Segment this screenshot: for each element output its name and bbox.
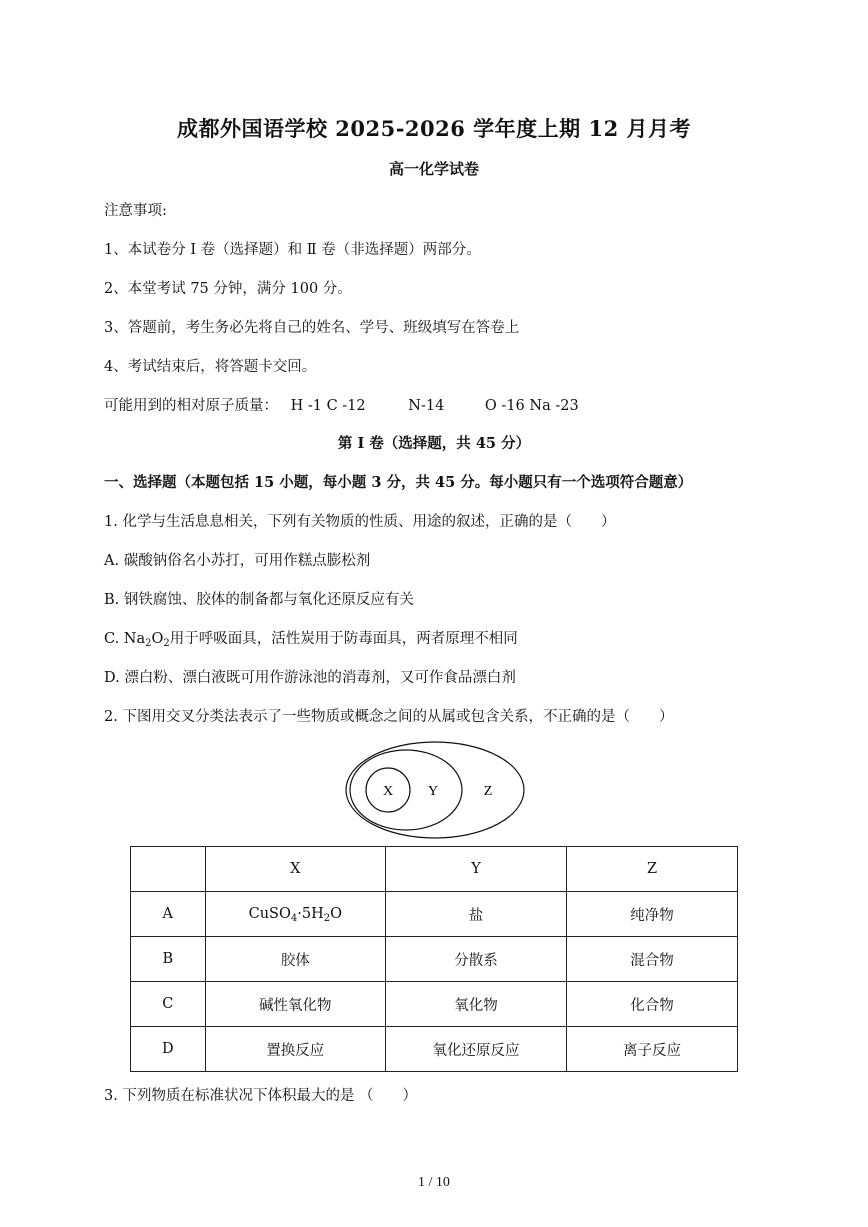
- q3-stem: 3. 下列物质在标准状况下体积最大的是 （ ）: [104, 1088, 418, 1104]
- q1-option-a: A. 碳酸钠俗名小苏打，可用作糕点膨松剂: [104, 553, 371, 569]
- q1-c-rest: 用于呼吸面具，活性炭用于防毒面具，两者原理不相同: [169, 631, 518, 647]
- note-item-1: 1、本试卷分 Ⅰ 卷（选择题）和 Ⅱ 卷（非选择题）两部分。: [104, 242, 481, 258]
- table-cell-z: 混合物: [566, 937, 737, 982]
- table-cell-option: B: [131, 937, 206, 982]
- table-header-cell: Y: [386, 847, 567, 892]
- table-header-row: [131, 847, 738, 892]
- q2-stem: 2. 下图用交叉分类法表示了一些物质或概念之间的从属或包含关系，不正确的是（ ）: [104, 709, 674, 725]
- atomic-mass-group-2: N-14: [408, 398, 445, 414]
- diagram-label-x: X: [382, 784, 394, 799]
- table-cell-y: 氧化物: [386, 982, 567, 1027]
- q1-c-prefix: C. Na: [104, 631, 146, 647]
- q1-c-sub1: 2: [145, 638, 152, 649]
- table-row: [131, 982, 738, 1027]
- atomic-masses-line: [104, 394, 579, 415]
- table-cell-x: 置换反应: [205, 1027, 385, 1072]
- exam-subtitle: 高一化学试卷: [388, 160, 479, 178]
- atomic-mass-group-1: H -1 C -12: [290, 398, 366, 414]
- table-cell-z: 化合物: [566, 982, 737, 1027]
- table-cell-x: 胶体: [205, 937, 385, 982]
- table-cell-z: 纯净物: [566, 892, 737, 937]
- q1-c-mid: O: [151, 631, 164, 647]
- diagram-label-y: Y: [427, 784, 439, 799]
- atomic-masses-label: 可能用到的相对原子质量：: [104, 398, 278, 414]
- nested-ellipse-diagram: [344, 740, 528, 842]
- table-cell-y: 盐: [386, 892, 567, 937]
- q1-option-b: B. 钢铁腐蚀、胶体的制备都与氧化还原反应有关: [104, 592, 414, 608]
- note-item-2: 2、本堂考试 75 分钟，满分 100 分。: [104, 281, 352, 297]
- page-number: 1 / 10: [418, 1175, 450, 1190]
- formula-part: O: [330, 906, 342, 922]
- q1-option-d: D. 漂白粉、漂白液既可用作游泳池的消毒剂，又可作食品漂白剂: [104, 670, 516, 686]
- table-cell-x: [205, 892, 385, 937]
- section-heading: 第 Ⅰ 卷（选择题，共 45 分）: [337, 435, 531, 452]
- note-item-4: 4、考试结束后，将答题卡交回。: [104, 359, 317, 375]
- notes-heading: 注意事项:: [104, 203, 167, 219]
- section-instruction: 一、选择题（本题包括 15 小题，每小题 3 分，共 45 分。每小题只有一个选项符合题意）: [104, 474, 693, 491]
- table-cell-x: 碱性氧化物: [205, 982, 385, 1027]
- note-item-3: 3、答题前，考生务必先将自己的姓名、学号、班级填写在答卷上: [104, 320, 520, 336]
- q1-option-c: [104, 627, 518, 648]
- table-cell-y: 氧化还原反应: [386, 1027, 567, 1072]
- table-row: [131, 1027, 738, 1072]
- table-header-cell: [131, 847, 206, 892]
- diagram-label-z: Z: [483, 784, 493, 799]
- table-row: [131, 892, 738, 937]
- exam-title: 成都外国语学校 2025-2026 学年度上期 12 月月考: [176, 116, 692, 141]
- q2-table: [130, 846, 738, 1072]
- ellipse-y: [350, 750, 462, 830]
- atomic-mass-group-3: O -16 Na -23: [484, 398, 579, 414]
- q1-c-sub2: 2: [163, 638, 170, 649]
- table-header-cell: Z: [566, 847, 737, 892]
- table-row: [131, 937, 738, 982]
- formula-sub: 4: [290, 913, 298, 924]
- table-cell-y: 分散系: [386, 937, 567, 982]
- table-cell-option: D: [131, 1027, 206, 1072]
- table-cell-option: A: [131, 892, 206, 937]
- formula-sub: 2: [323, 913, 331, 924]
- table-cell-option: C: [131, 982, 206, 1027]
- q1-stem: 1. 化学与生活息息相关，下列有关物质的性质、用途的叙述，正确的是（ ）: [104, 514, 616, 530]
- formula-part: ·5H: [297, 906, 324, 922]
- formula-part: CuSO: [248, 906, 291, 922]
- table-header-cell: X: [205, 847, 385, 892]
- table-cell-z: 离子反应: [566, 1027, 737, 1072]
